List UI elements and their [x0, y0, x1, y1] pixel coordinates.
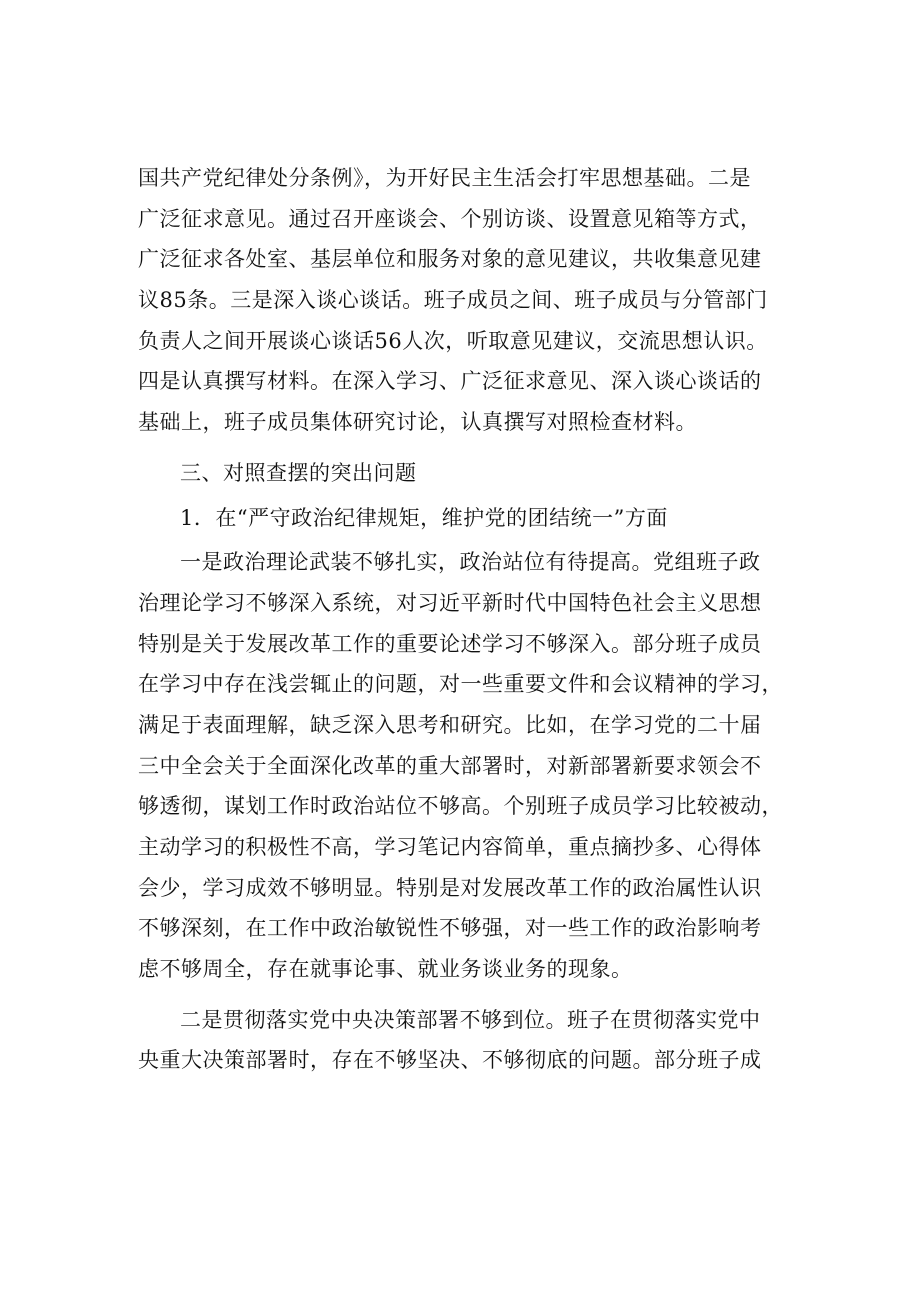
paragraph-2: [138, 542, 798, 990]
paragraph-line: 特别是关于发展改革工作的重要论述学习不够深入。部分班子成员: [138, 631, 762, 656]
paragraph-line: 会少，学习成效不够明显。特别是对发展改革工作的政治属性认识: [138, 875, 762, 900]
paragraph-line: 四是认真撰写材料。在深入学习、广泛征求意见、深入谈心谈话的: [138, 369, 762, 394]
paragraph-line: 广泛征求意见。通过召开座谈会、个别访谈、设置意见箱等方式，: [138, 206, 762, 231]
subsection-heading: 1．在“严守政治纪律规矩，维护党的团结统一”方面: [180, 505, 668, 530]
paragraph-line: 议85条。三是深入谈心谈话。班子成员之间、班子成员与分管部门: [138, 288, 768, 313]
paragraph-line: 央重大决策部署时，存在不够坚决、不够彻底的问题。部分班子成: [138, 1048, 762, 1073]
paragraph-line: 国共产党纪律处分条例》，为开好民主生活会打牢思想基础。二是: [138, 166, 751, 190]
spacer: [138, 443, 798, 453]
paragraph-line: 主动学习的积极性不高，学习笔记内容简单，重点摘抄多、心得体: [138, 835, 762, 859]
paragraph-line: 负责人之间开展谈心谈话56人次，听取意见建议，交流思想认识。: [138, 328, 768, 353]
paragraph-3: [138, 1000, 798, 1081]
paragraph-line: 不够深刻，在工作中政治敏锐性不够强，对一些工作的政治影响考: [138, 916, 762, 941]
paragraph-line: 虑不够周全，存在就事论事、就业务谈业务的现象。: [138, 957, 633, 982]
section-heading: 三、对照查摆的突出问题: [180, 460, 417, 485]
spacer: [138, 990, 798, 1000]
paragraph-line: 二是贯彻落实党中央决策部署不够到位。班子在贯彻落实党中: [180, 1007, 761, 1032]
paragraph-line: 在学习中存在浅尝辄止的问题，对一些重要文件和会议精神的学习，: [138, 672, 783, 697]
paragraph-line: 广泛征求各处室、基层单位和服务对象的意见建议，共收集意见建: [138, 247, 762, 272]
paragraph-line: 一是政治理论武装不够扎实，政治站位有待提高。党组班子政: [180, 550, 761, 575]
paragraph-line: 三中全会关于全面深化改革的重大部署时，对新部署新要求领会不: [138, 753, 762, 778]
document-body: [138, 158, 798, 1081]
paragraph-line: 满足于表面理解，缺乏深入思考和研究。比如，在学习党的二十届: [138, 712, 762, 737]
paragraph-line: 基础上，班子成员集体研究讨论，认真撰写对照检查材料。: [138, 410, 697, 435]
paragraph-line: 够透彻，谋划工作时政治站位不够高。个别班子成员学习比较被动，: [138, 794, 783, 819]
paragraph-line: 治理论学习不够深入系统，对习近平新时代中国特色社会主义思想: [138, 590, 762, 615]
paragraph-1: [138, 158, 798, 443]
